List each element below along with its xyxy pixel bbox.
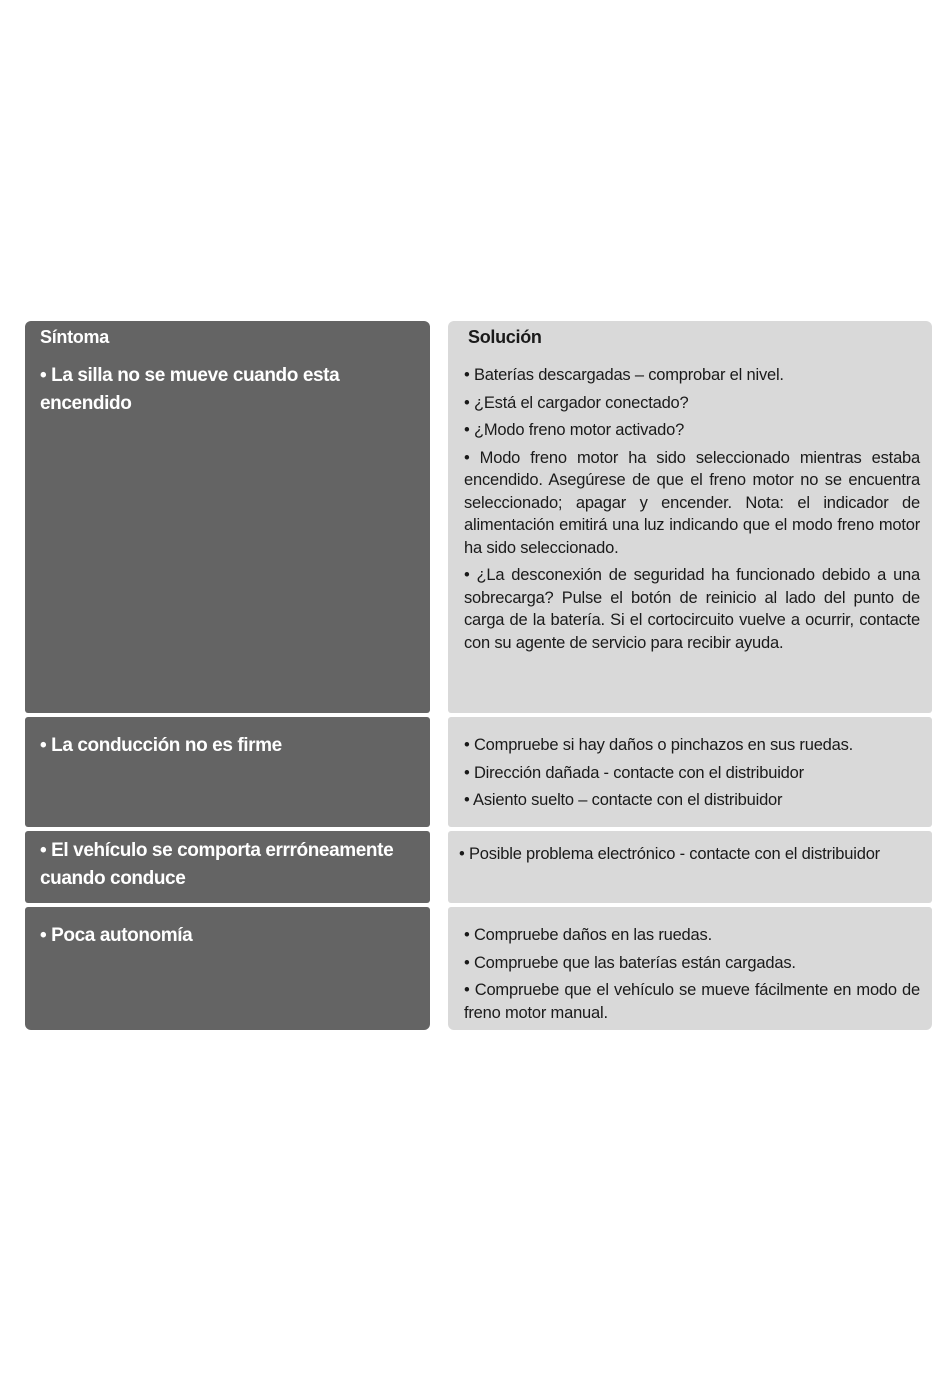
symptom-header: Síntoma <box>40 327 109 347</box>
solution-cell <box>448 831 932 903</box>
solution-item: • Asiento suelto – contacte con el distribuidor <box>464 791 783 809</box>
symptom-cell <box>25 717 430 827</box>
symptom-cell <box>25 907 430 1030</box>
table-row <box>25 831 932 903</box>
solution-cell <box>448 717 932 827</box>
solution-cell <box>448 907 932 1030</box>
solution-item: • ¿La desconexión de seguridad ha funcionado debido a una sobrecarga? Pulse el botón de reinicio al lado del punto de carga de la batería. Si el cortocircuito vuelve a ocurrir, contacte con su agente de servicio para recibir ayuda. <box>464 566 920 652</box>
solution-item: • Compruebe que las baterías están cargadas. <box>464 953 796 972</box>
solution-item: • Modo freno motor ha sido seleccionado mientras estaba encendido. Asegúrese de que el freno motor no se encuentra seleccionado; apagar y encender. Nota: el indicador de alimentación emitirá una luz indicando que el modo freno motor ha sido seleccionado. <box>464 448 920 557</box>
symptom-text: • Poca autonomía <box>40 925 193 946</box>
solution-item: • Compruebe que el vehículo se mueve fácilmente en modo de freno motor manual. <box>464 981 920 1022</box>
solution-item: • Compruebe daños en las ruedas. <box>464 926 712 944</box>
troubleshooting-table <box>25 321 932 1034</box>
solution-item: • ¿Modo freno motor activado? <box>464 421 685 439</box>
symptom-cell <box>25 321 430 713</box>
table-row <box>25 907 932 1030</box>
solution-item: • ¿Está el cargador conectado? <box>464 393 689 412</box>
symptom-text: • La conducción no es firme <box>40 735 282 756</box>
table-row <box>25 717 932 827</box>
solution-item: • Baterías descargadas – comprobar el nivel. <box>464 366 784 384</box>
symptom-cell <box>25 831 430 903</box>
solution-cell <box>448 321 932 713</box>
solution-item: • Posible problema electrónico - contacte con el distribuidor <box>459 845 880 863</box>
solution-item: • Compruebe si hay daños o pinchazos en sus ruedas. <box>464 736 854 754</box>
solution-item: • Dirección dañada - contacte con el distribuidor <box>464 763 804 782</box>
solution-header: Solución <box>468 327 542 347</box>
symptom-text: • El vehículo se comporta errróneamente cuando conduce <box>40 840 394 889</box>
symptom-text: • La silla no se mueve cuando esta encendido <box>40 365 340 414</box>
table-row <box>25 321 932 713</box>
